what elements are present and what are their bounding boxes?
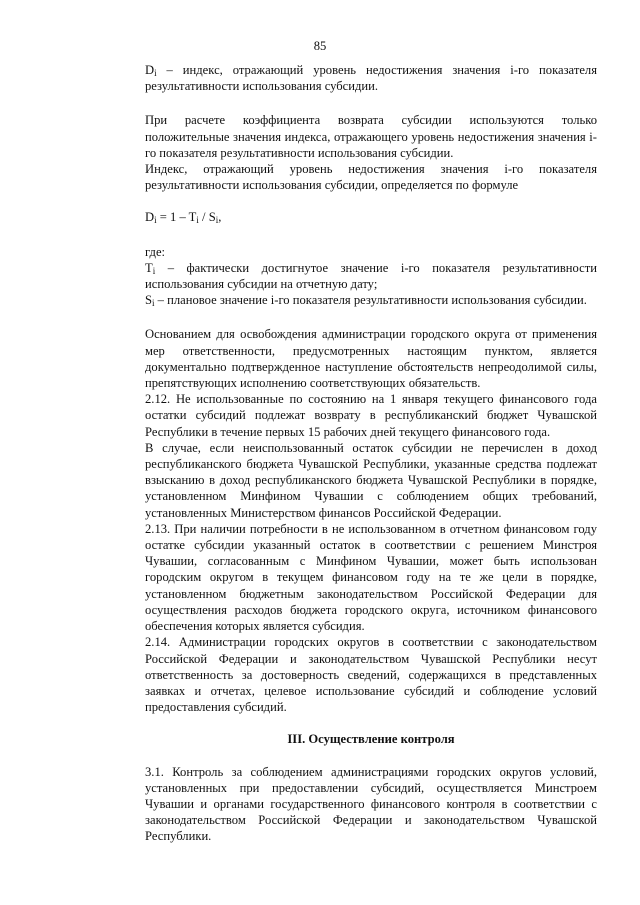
release-paragraph: Основанием для освобождения администрации городского округа от применения мер ответственности, предусмотренных настоящим пунктом, является документально подтвержденное наступление обстоятельств непреодолимой силы, препятствующих исполнению соответствующих обязательств. bbox=[145, 327, 597, 391]
paragraph-2-14: 2.14. Администрации городских округов в соответствии с законодательством Российской Федерации и законодательством Чувашской Республики несут ответственность за достоверность сведений, содержащихся в представленных заявках и отчетах, целевое использование субсидий и соблюдение условий предоставления субсидий. bbox=[145, 635, 597, 715]
d-definition-text: – индекс, отражающий уровень недостижения значения i-го показателя результативности использования субсидии. bbox=[145, 63, 597, 94]
d-symbol: D bbox=[145, 63, 155, 77]
paragraph-2-13: 2.13. При наличии потребности в не использованном в отчетном финансовом году остатке субсидии указанный остаток в соответствии с решением Минстроя Чувашии, согласованным с Минфином Чувашии, может быть использован городским округом в текущем финансовом году на те же цели в порядке, установленном бюджетным законодательством Российской Федерации для осуществления расходов бюджета городского округа, источником финансового обеспечения которых является субсидия. bbox=[145, 521, 597, 634]
index-formula-intro: Индекс, отражающий уровень недостижения значения i-го показателя результативности использования субсидии, определяется по формуле bbox=[145, 162, 597, 193]
section-heading: III. Осуществление контроля bbox=[287, 732, 455, 747]
s-definition: $S_i$ – плановое значение i-го показателя результативности использования субсидии. bbox=[145, 293, 587, 309]
coef-usage-paragraph: При расчете коэффициента возврата субсидии используются только положительные значения индекса, отражающего уровень недостижения значения i-го показателя результативности использования субсидии. bbox=[145, 113, 597, 160]
page-number: 85 bbox=[313, 39, 327, 53]
formula: $D_i = 1 - T_i / S_i$, bbox=[145, 210, 222, 226]
body-text bbox=[145, 62, 597, 845]
where-label: где: bbox=[145, 244, 166, 259]
paragraph-2-12: 2.12. Не использованные по состоянию на 1 января текущего финансового года остатки субсидий подлежат возврату в республиканский бюджет Чувашской Республики в течение первых 15 рабочих дней текущего финансового года. bbox=[145, 392, 597, 439]
d-subscript: i bbox=[154, 68, 157, 78]
t-definition: $T_i$ – фактически достигнутое значение i-го показателя результативности использования субсидии на отчетную дату; bbox=[145, 260, 597, 292]
d-definition bbox=[145, 62, 597, 94]
paragraph-2-12-b: В случае, если неиспользованный остаток субсидии не перечислен в доход республиканского бюджета Чувашской Республики, указанные средства подлежат взысканию в доход республиканского бюджета Чувашской Республики в порядке, установленном Минфином Чувашии с соблюдением общих требований, установленных Министерством финансов Российской Федерации. bbox=[145, 440, 597, 520]
paragraph-3-1: 3.1. Контроль за соблюдением администрациями городских округов условий, установленных при предоставлении субсидий, осуществляется Минстроем Чувашии и органами государственного финансового контроля в соответствии с законодательством Российской Федерации и законодательством Чувашской Республики. bbox=[145, 764, 597, 844]
